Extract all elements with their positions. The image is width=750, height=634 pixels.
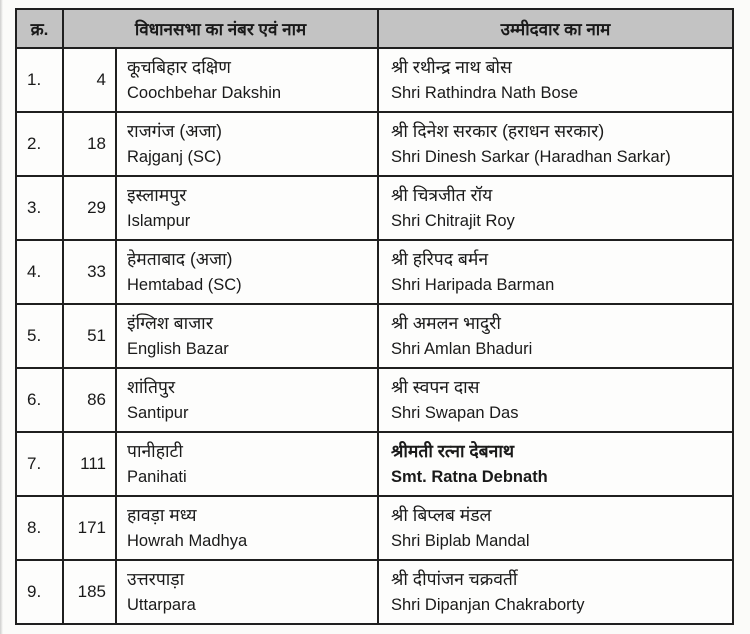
candidate-name-hindi: श्री स्वपन दास (391, 377, 480, 397)
candidate-name-hindi: श्री दिनेश सरकार (हराधन सरकार) (391, 121, 605, 141)
candidate-name-english: Shri Biplab Mandal (391, 532, 530, 550)
table-row (16, 496, 733, 560)
cell-serial: 6. (16, 368, 63, 432)
table-row (16, 240, 733, 304)
cell-constituency-name (116, 112, 378, 176)
constituency-name-hindi: उत्तरपाड़ा (127, 569, 185, 589)
candidate-name-hindi: श्री चित्रजीत रॉय (391, 185, 493, 205)
cell-constituency-name (116, 496, 378, 560)
constituency-name-hindi: हेमताबाद (अजा) (127, 249, 233, 269)
candidate-name-english: Shri Dipanjan Chakraborty (391, 596, 585, 614)
cell-constituency-name (116, 368, 378, 432)
cell-candidate-name (378, 240, 733, 304)
constituency-name-english: Santipur (127, 404, 189, 422)
constituency-name-english: Islampur (127, 212, 191, 230)
constituency-name-hindi: हावड़ा मध्य (127, 505, 197, 525)
scan-edge-shadow (0, 0, 3, 634)
header-constituency: विधानसभा का नंबर एवं नाम (63, 9, 378, 48)
cell-constituency-number: 18 (63, 112, 116, 176)
table-row (16, 176, 733, 240)
candidates-table (15, 8, 734, 625)
constituency-name-english: English Bazar (127, 340, 229, 358)
candidate-name-hindi: श्री अमलन भादुरी (391, 313, 501, 333)
candidate-name-english: Shri Dinesh Sarkar (Haradhan Sarkar) (391, 148, 671, 166)
candidate-name-english: Shri Amlan Bhaduri (391, 340, 533, 358)
header-serial: क्र. (16, 9, 63, 48)
cell-constituency-number: 4 (63, 48, 116, 112)
table-row (16, 560, 733, 624)
candidate-name-english: Shri Chitrajit Roy (391, 212, 515, 230)
table-row (16, 432, 733, 496)
table-row (16, 304, 733, 368)
cell-constituency-name (116, 560, 378, 624)
table-row (16, 368, 733, 432)
cell-serial: 4. (16, 240, 63, 304)
cell-constituency-name (116, 48, 378, 112)
candidate-name-hindi: श्री बिप्लब मंडल (391, 505, 492, 525)
constituency-name-hindi: इस्लामपुर (127, 185, 187, 205)
cell-candidate-name (378, 304, 733, 368)
candidate-name-hindi: श्री रथीन्द्र नाथ बोस (391, 57, 512, 77)
cell-constituency-name (116, 176, 378, 240)
cell-constituency-number: 171 (63, 496, 116, 560)
cell-candidate-name (378, 48, 733, 112)
candidate-name-english: Shri Rathindra Nath Bose (391, 84, 579, 102)
cell-constituency-number: 29 (63, 176, 116, 240)
cell-serial: 1. (16, 48, 63, 112)
cell-constituency-number: 86 (63, 368, 116, 432)
constituency-name-hindi: इंग्लिश बाजार (127, 313, 213, 333)
cell-candidate-name (378, 496, 733, 560)
constituency-name-hindi: राजगंज (अजा) (127, 121, 222, 141)
cell-constituency-number: 51 (63, 304, 116, 368)
constituency-name-english: Panihati (127, 468, 187, 486)
cell-serial: 7. (16, 432, 63, 496)
candidate-name-hindi: श्री दीपांजन चक्रवर्ती (391, 569, 518, 589)
candidate-name-english: Shri Swapan Das (391, 404, 519, 422)
cell-serial: 5. (16, 304, 63, 368)
cell-constituency-number: 33 (63, 240, 116, 304)
cell-candidate-name (378, 432, 733, 496)
constituency-name-english: Coochbehar Dakshin (127, 84, 282, 102)
cell-constituency-name (116, 432, 378, 496)
cell-candidate-name (378, 368, 733, 432)
cell-candidate-name (378, 112, 733, 176)
constituency-name-english: Uttarpara (127, 596, 196, 614)
constituency-name-english: Howrah Madhya (127, 532, 248, 550)
candidate-name-hindi: श्री हरिपद बर्मन (391, 249, 489, 269)
table-header-row (16, 9, 733, 48)
table-row (16, 112, 733, 176)
cell-serial: 3. (16, 176, 63, 240)
constituency-name-hindi: कूचबिहार दक्षिण (127, 57, 231, 77)
cell-candidate-name (378, 560, 733, 624)
table-row (16, 48, 733, 112)
constituency-name-english: Hemtabad (SC) (127, 276, 242, 294)
cell-serial: 2. (16, 112, 63, 176)
cell-constituency-number: 111 (63, 432, 116, 496)
cell-constituency-name (116, 240, 378, 304)
candidate-name-hindi: श्रीमती रत्ना देबनाथ (391, 441, 515, 461)
constituency-name-english: Rajganj (SC) (127, 148, 222, 166)
cell-candidate-name (378, 176, 733, 240)
cell-serial: 8. (16, 496, 63, 560)
cell-constituency-name (116, 304, 378, 368)
candidate-name-english: Shri Haripada Barman (391, 276, 555, 294)
constituency-name-hindi: पानीहाटी (127, 441, 183, 461)
cell-constituency-number: 185 (63, 560, 116, 624)
cell-serial: 9. (16, 560, 63, 624)
header-candidate: उम्मीदवार का नाम (378, 9, 733, 48)
candidate-name-english: Smt. Ratna Debnath (391, 468, 548, 486)
constituency-name-hindi: शांतिपुर (127, 377, 176, 397)
candidate-table-container (15, 8, 734, 625)
